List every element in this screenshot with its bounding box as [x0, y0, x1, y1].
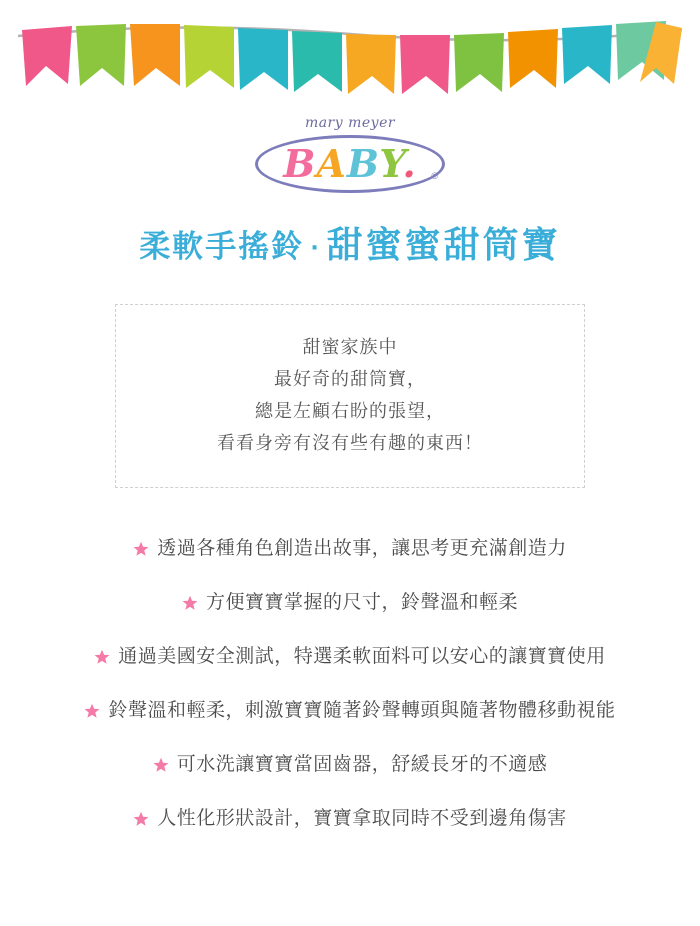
- feature-text: 可水洗讓寶寶當固齒器，舒緩長牙的不適感: [176, 754, 548, 775]
- title-left: 柔軟手搖鈴: [139, 229, 305, 265]
- star-icon: [153, 757, 169, 773]
- list-item: [0, 738, 700, 792]
- feature-text: 透過各種角色創造出故事，讓思考更充滿創造力: [157, 538, 567, 559]
- list-item: [0, 576, 700, 630]
- list-item: [0, 792, 700, 846]
- title-separator: ·: [310, 236, 321, 261]
- logo-letter-4: Y: [379, 141, 403, 186]
- logo-wrap: [250, 115, 450, 195]
- logo-letter-3: B: [346, 141, 380, 186]
- star-icon: [182, 595, 198, 611]
- logo-wordmark: [283, 141, 417, 186]
- description-line: 最好奇的甜筒寶，: [274, 369, 426, 389]
- star-icon: [84, 703, 100, 719]
- logo-script-text: mary meyer: [304, 115, 396, 131]
- description-line: 總是左顧右盼的張望，: [255, 401, 445, 421]
- brand-logo: [0, 115, 700, 205]
- logo-letter-1: B: [283, 141, 317, 186]
- star-icon: [133, 541, 149, 557]
- feature-text: 通過美國安全測試，特選柔軟面料可以安心的讓寶寶使用: [118, 646, 606, 667]
- description-box: [115, 304, 585, 488]
- title-right: 甜蜜蜜甜筒寶: [326, 225, 561, 266]
- feature-list: [0, 522, 700, 846]
- star-icon: [94, 649, 110, 665]
- logo-letter-2: A: [316, 141, 347, 186]
- page-title: [0, 217, 700, 268]
- registered-mark: ®: [431, 171, 438, 181]
- bunting-banner: [0, 0, 700, 115]
- list-item: [0, 630, 700, 684]
- description-line: 看看身旁有沒有些有趣的東西！: [217, 433, 483, 453]
- star-icon: [133, 811, 149, 827]
- list-item: [0, 684, 700, 738]
- description-line: 甜蜜家族中: [302, 337, 398, 357]
- bunting-flags-svg: [0, 0, 700, 115]
- feature-text: 鈴聲溫和輕柔，刺激寶寶隨著鈴聲轉頭與隨著物體移動視能: [108, 700, 616, 721]
- feature-text: 方便寶寶掌握的尺寸，鈴聲溫和輕柔: [205, 592, 518, 613]
- logo-letter-5: .: [402, 141, 417, 186]
- feature-text: 人性化形狀設計，寶寶拿取同時不受到邊角傷害: [157, 808, 567, 829]
- list-item: [0, 522, 700, 576]
